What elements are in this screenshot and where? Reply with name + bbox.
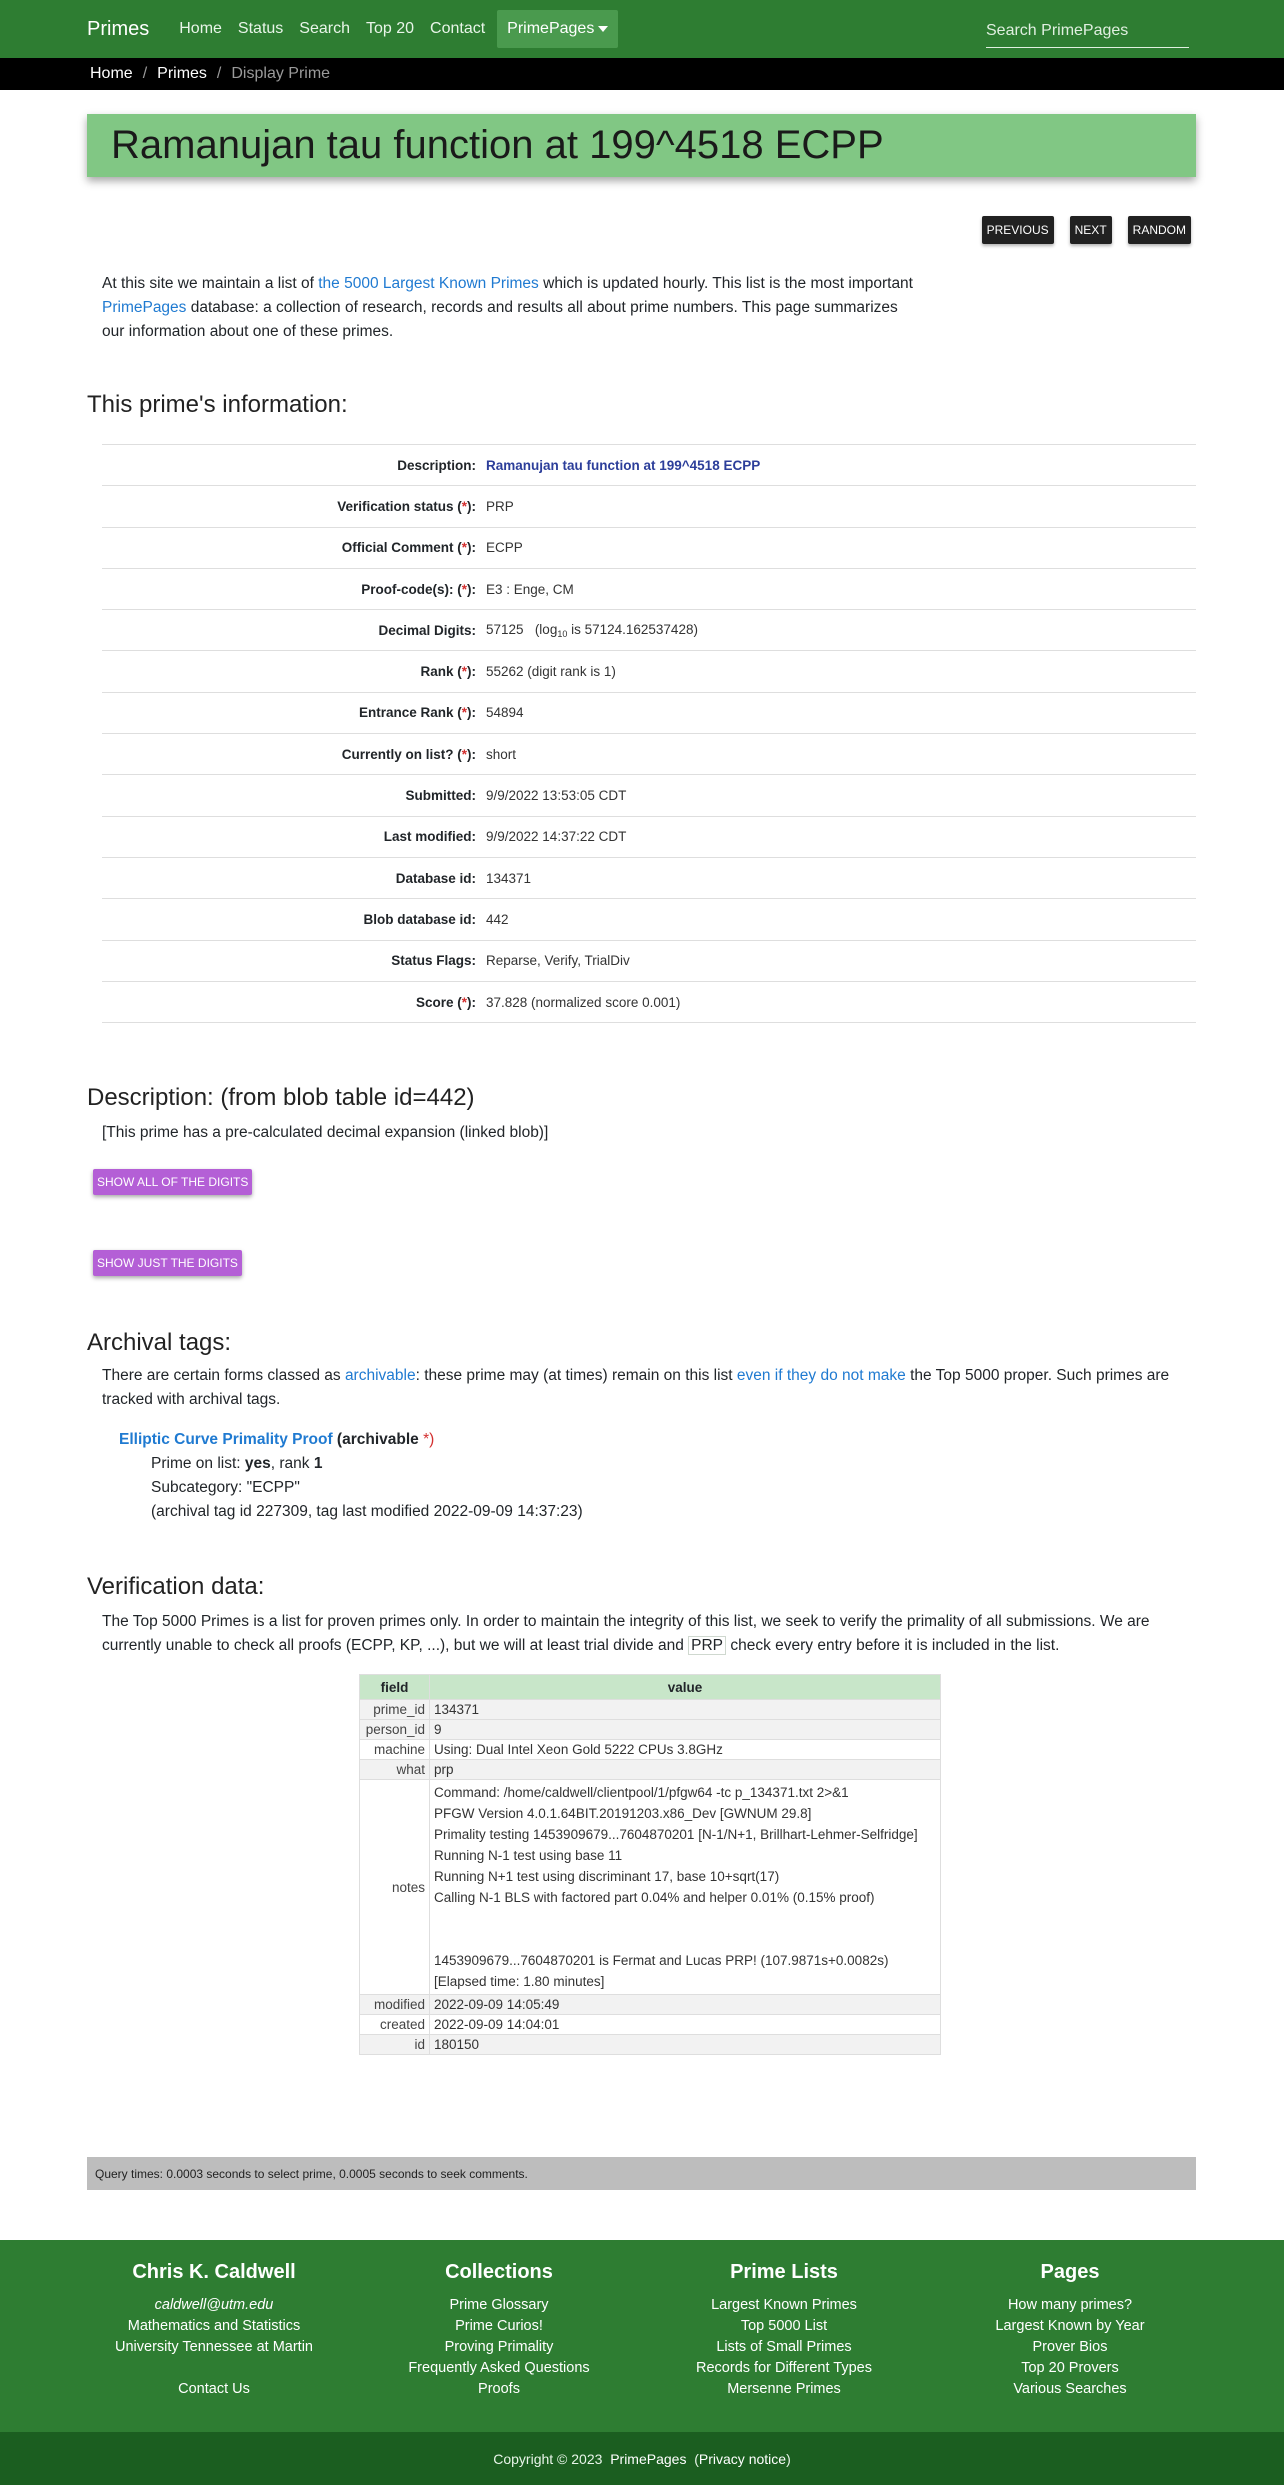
row-label: Submitted: bbox=[405, 788, 476, 804]
row-label: Description: bbox=[397, 457, 476, 473]
footer-link[interactable]: Various Searches bbox=[1013, 2381, 1127, 2397]
table-row bbox=[102, 816, 1196, 857]
column-header: field bbox=[360, 1675, 430, 1700]
row-value: PRP bbox=[486, 498, 514, 514]
table-row: id 180150 bbox=[360, 2035, 941, 2055]
footer-link[interactable]: Records for Different Types bbox=[696, 2360, 872, 2376]
row-label: Entrance Rank (*): bbox=[358, 705, 476, 721]
footer-link[interactable]: Proofs bbox=[478, 2381, 520, 2397]
table-row bbox=[102, 568, 1196, 609]
archival-tag: Elliptic Curve Primality Proof (archivable *) Prime on list: yes, rank 1 Subcategory: "ECPP" (archival tag id 227309, tag last modified 2022-09-09 14:37:23) bbox=[119, 1428, 583, 1524]
prp-term: PRP bbox=[688, 1636, 726, 1655]
verification-heading: Verification data: bbox=[87, 1573, 265, 1600]
row-label: Rank (*): bbox=[420, 664, 476, 680]
help-star-link[interactable]: * bbox=[461, 705, 467, 721]
pager bbox=[982, 216, 1191, 244]
breadcrumb-current: Display Prime bbox=[231, 65, 331, 82]
page-title: Ramanujan tau function at 199^4518 ECPP bbox=[111, 123, 884, 167]
footer-heading: Collections bbox=[445, 2261, 553, 2283]
description-link[interactable]: Ramanujan tau function at 199^4518 ECPP bbox=[486, 457, 761, 473]
row-value: 54894 bbox=[486, 705, 524, 721]
help-star-link[interactable]: * bbox=[423, 1431, 430, 1448]
breadcrumb-separator: / bbox=[216, 65, 222, 82]
footer-link[interactable]: Frequently Asked Questions bbox=[408, 2360, 590, 2376]
table-row: what prp bbox=[360, 1760, 941, 1780]
primepages-link[interactable]: PrimePages bbox=[102, 299, 187, 316]
nav-home[interactable]: Home bbox=[179, 20, 222, 37]
help-star-link[interactable]: * bbox=[461, 498, 467, 514]
row-value: 9/9/2022 14:37:22 CDT bbox=[486, 829, 627, 845]
row-value: 9/9/2022 13:53:05 CDT bbox=[486, 788, 627, 804]
footer-link[interactable]: Largest Known by Year bbox=[995, 2318, 1145, 2334]
verification-table bbox=[359, 1674, 941, 2055]
footer-link[interactable]: Prime Curios! bbox=[455, 2318, 543, 2334]
intro-text: database: a collection of research, records and results all about prime numbers. This page summarizes our information about one of these primes. bbox=[102, 299, 898, 340]
row-value: 55262 (digit rank is 1) bbox=[486, 664, 616, 680]
random-button[interactable]: RANDOM bbox=[1128, 216, 1191, 244]
table-row: prime_id 134371 bbox=[360, 1700, 941, 1720]
help-star-link[interactable]: * bbox=[461, 664, 467, 680]
row-label: Score (*): bbox=[415, 994, 476, 1010]
intro-text: At this site we maintain a list of bbox=[102, 275, 319, 292]
row-value: ECPP bbox=[486, 540, 523, 556]
show-all-digits-button[interactable]: SHOW ALL OF THE DIGITS bbox=[93, 1169, 252, 1195]
even-if-link[interactable]: even if they do not make bbox=[736, 1367, 906, 1384]
page-title-banner bbox=[87, 114, 1196, 177]
breadcrumb-separator: / bbox=[142, 65, 148, 82]
row-label: Database id: bbox=[395, 870, 476, 886]
blob-text: [This prime has a pre-calculated decimal expansion (linked blob)] bbox=[102, 1124, 549, 1141]
table-row bbox=[102, 981, 1196, 1022]
table-row bbox=[102, 527, 1196, 568]
table-row bbox=[102, 692, 1196, 733]
help-star-link[interactable]: * bbox=[461, 581, 467, 597]
row-value: 442 bbox=[486, 911, 509, 927]
nav-status[interactable]: Status bbox=[237, 20, 284, 37]
row-label: Proof-code(s): (*): bbox=[361, 581, 476, 597]
notes-cell: Command: /home/caldwell/clientpool/1/pfgw64 -tc p_134371.txt 2>&1 PFGW Version 4.0.1.64BIT.20191203.x86_Dev [GWNUM 29.8] Primality testing 1453909679...7604870201 [N-1/N+1, Brillhart-Lehmer-Selfridge] Running N-1 test using base 11 Running N+1 test using discriminant 17, base 10+sqrt(17) Calling N-1 BLS with factored part 0.04% and helper 0.01% (0.15% proof) 1453909679...7604870201 is Fermat and Lucas PRP! (107.9871s+0.0082s) [Elapsed time: 1.80 minutes] bbox=[430, 1780, 941, 1995]
table-row bbox=[102, 734, 1196, 775]
help-star-link[interactable]: * bbox=[461, 540, 467, 556]
footer-heading: Pages bbox=[1040, 2261, 1100, 2283]
row-value: 57125 ($\log_{10}$ is 57124.162537428) bbox=[486, 621, 698, 639]
table-row: machine Using: Dual Intel Xeon Gold 5222 CPUs 3.8GHz bbox=[360, 1740, 941, 1760]
footer-link[interactable]: Top 5000 List bbox=[740, 2318, 828, 2334]
table-row bbox=[102, 610, 1196, 651]
archival-paragraph: There are certain forms classed as archivable: these prime may (at times) remain on this list even if they do not make the Top 5000 proper. Such primes are tracked with archival tags. bbox=[102, 1367, 1170, 1408]
tag-id: (archival tag id 227309, tag last modified 2022-09-09 14:37:23) bbox=[151, 1503, 583, 1520]
query-times: Query times: 0.0003 seconds to select prime, 0.0005 seconds to seek comments. bbox=[87, 2157, 1196, 2190]
row-label: Official Comment (*): bbox=[341, 540, 476, 556]
row-label: Currently on list? (*): bbox=[341, 746, 476, 762]
table-row bbox=[102, 857, 1196, 898]
nav-search[interactable]: Search bbox=[299, 20, 350, 37]
breadcrumb-home[interactable]: Home bbox=[90, 65, 133, 82]
table-row: created 2022-09-09 14:04:01 bbox=[360, 2015, 941, 2035]
show-just-digits-button[interactable]: SHOW JUST THE DIGITS bbox=[93, 1250, 242, 1276]
copyright-bar: Copyright © 2023 PrimePages ( Privacy notice ) bbox=[0, 2432, 1284, 2485]
next-button[interactable]: NEXT bbox=[1070, 216, 1112, 244]
verification-paragraph: The Top 5000 Primes is a list for proven primes only. In order to maintain the integrity of this list, we seek to verify the primality of all submissions. We are currently unable to check all proofs (ECPP, KP, ...), but we will at least trial divide and PRP check every entry before it is included in the list. bbox=[102, 1613, 1150, 1654]
footer-text: University Tennessee at Martin bbox=[115, 2339, 313, 2355]
table-row bbox=[102, 486, 1196, 527]
largest-primes-link[interactable]: the 5000 Largest Known Primes bbox=[318, 275, 539, 292]
help-star-link[interactable]: * bbox=[461, 746, 467, 762]
top-navbar bbox=[0, 0, 1284, 58]
contact-us-link[interactable]: Contact Us bbox=[178, 2381, 250, 2397]
breadcrumb-primes[interactable]: Primes bbox=[157, 65, 207, 82]
table-row bbox=[102, 899, 1196, 940]
privacy-notice-link[interactable]: Privacy notice bbox=[698, 2450, 787, 2467]
table-row bbox=[102, 445, 1196, 486]
archival-heading: Archival tags: bbox=[87, 1329, 232, 1356]
archivable-link[interactable]: archivable bbox=[344, 1367, 416, 1384]
footer-link[interactable]: Largest Known Primes bbox=[711, 2297, 857, 2313]
footer-heading: Chris K. Caldwell bbox=[132, 2261, 296, 2283]
footer-col-collections bbox=[349, 2262, 649, 2400]
breadcrumb bbox=[0, 58, 1284, 90]
nav-top20[interactable]: Top 20 bbox=[365, 20, 415, 37]
row-label: Blob database id: bbox=[363, 911, 476, 927]
footer-link[interactable]: Top 20 Provers bbox=[1021, 2360, 1119, 2376]
row-value: short bbox=[486, 746, 517, 762]
footer-heading: Prime Lists bbox=[730, 2261, 838, 2283]
copyright-text: Copyright © 2023 bbox=[493, 2450, 603, 2467]
help-star-link[interactable]: * bbox=[461, 994, 467, 1010]
blob-heading: Description: (from blob table id=442) bbox=[87, 1084, 475, 1111]
footer-link[interactable]: Prime Glossary bbox=[449, 2297, 549, 2313]
primepages-dropdown[interactable] bbox=[497, 10, 618, 48]
table-row bbox=[102, 651, 1196, 692]
footer-link[interactable]: Mersenne Primes bbox=[727, 2381, 841, 2397]
row-label: Decimal Digits: bbox=[378, 622, 476, 638]
row-value: 37.828 (normalized score 0.001) bbox=[486, 994, 681, 1010]
row-label: Last modified: bbox=[383, 829, 476, 845]
table-row: person_id 9 bbox=[360, 1720, 941, 1740]
ecpp-tag-link[interactable]: Elliptic Curve Primality Proof bbox=[119, 1431, 333, 1448]
footer-col-author bbox=[64, 2262, 364, 2400]
nav-contact[interactable]: Contact bbox=[430, 20, 486, 37]
footer-link[interactable]: Prover Bios bbox=[1032, 2339, 1108, 2355]
caret-down-icon bbox=[598, 26, 608, 32]
footer-text: Mathematics and Statistics bbox=[127, 2318, 301, 2334]
footer-link[interactable]: Lists of Small Primes bbox=[716, 2339, 852, 2355]
prime-info-table bbox=[102, 444, 1196, 1023]
column-header: value bbox=[430, 1675, 941, 1700]
footer-col-pages bbox=[920, 2262, 1220, 2400]
dropdown-label: PrimePages bbox=[507, 20, 595, 37]
previous-button[interactable]: PREVIOUS bbox=[982, 216, 1054, 244]
primepages-footer-link[interactable]: PrimePages bbox=[610, 2450, 687, 2467]
table-row bbox=[102, 940, 1196, 981]
email-link[interactable]: caldwell@utm.edu bbox=[154, 2297, 274, 2313]
footer-col-lists bbox=[634, 2262, 934, 2400]
brand-link[interactable]: Primes bbox=[87, 17, 150, 40]
intro-text: which is updated hourly. This list is the most important bbox=[538, 275, 913, 292]
info-heading: This prime's information: bbox=[87, 391, 348, 418]
row-label: Verification status (*): bbox=[337, 498, 476, 514]
row-label: Status Flags: bbox=[391, 953, 476, 969]
search-input[interactable] bbox=[986, 14, 1189, 48]
table-row: modified 2022-09-09 14:05:49 bbox=[360, 1995, 941, 2015]
footer-link[interactable]: Proving Primality bbox=[444, 2339, 554, 2355]
footer bbox=[0, 2240, 1284, 2432]
subcategory: Subcategory: "ECPP" bbox=[151, 1479, 300, 1496]
table-row bbox=[102, 775, 1196, 816]
intro-paragraph bbox=[102, 272, 922, 344]
row-value: 134371 bbox=[486, 870, 532, 886]
footer-link[interactable]: How many primes? bbox=[1007, 2297, 1133, 2313]
row-value: Reparse, Verify, TrialDiv bbox=[486, 953, 630, 969]
table-row: notes Command: /home/caldwell/clientpool/1/pfgw64 -tc p_134371.txt 2>&1 PFGW Version 4.0.1.64BIT.20191203.x86_Dev [GWNUM 29.8] Primality testing 1453909679...7604870201 [N-1/N+1, Brillhart-Lehmer-Selfridge] Running N-1 test using base 11 Running N+1 test using discriminant 17, base 10+sqrt(17) Calling N-1 BLS with factored part 0.04% and helper 0.01% (0.15% proof) 1453909679...7604870201 is Fermat and Lucas PRP! (107.9871s+0.0082s) [Elapsed time: 1.80 minutes] bbox=[360, 1780, 941, 1995]
row-value: E3 : Enge, CM bbox=[486, 581, 574, 597]
